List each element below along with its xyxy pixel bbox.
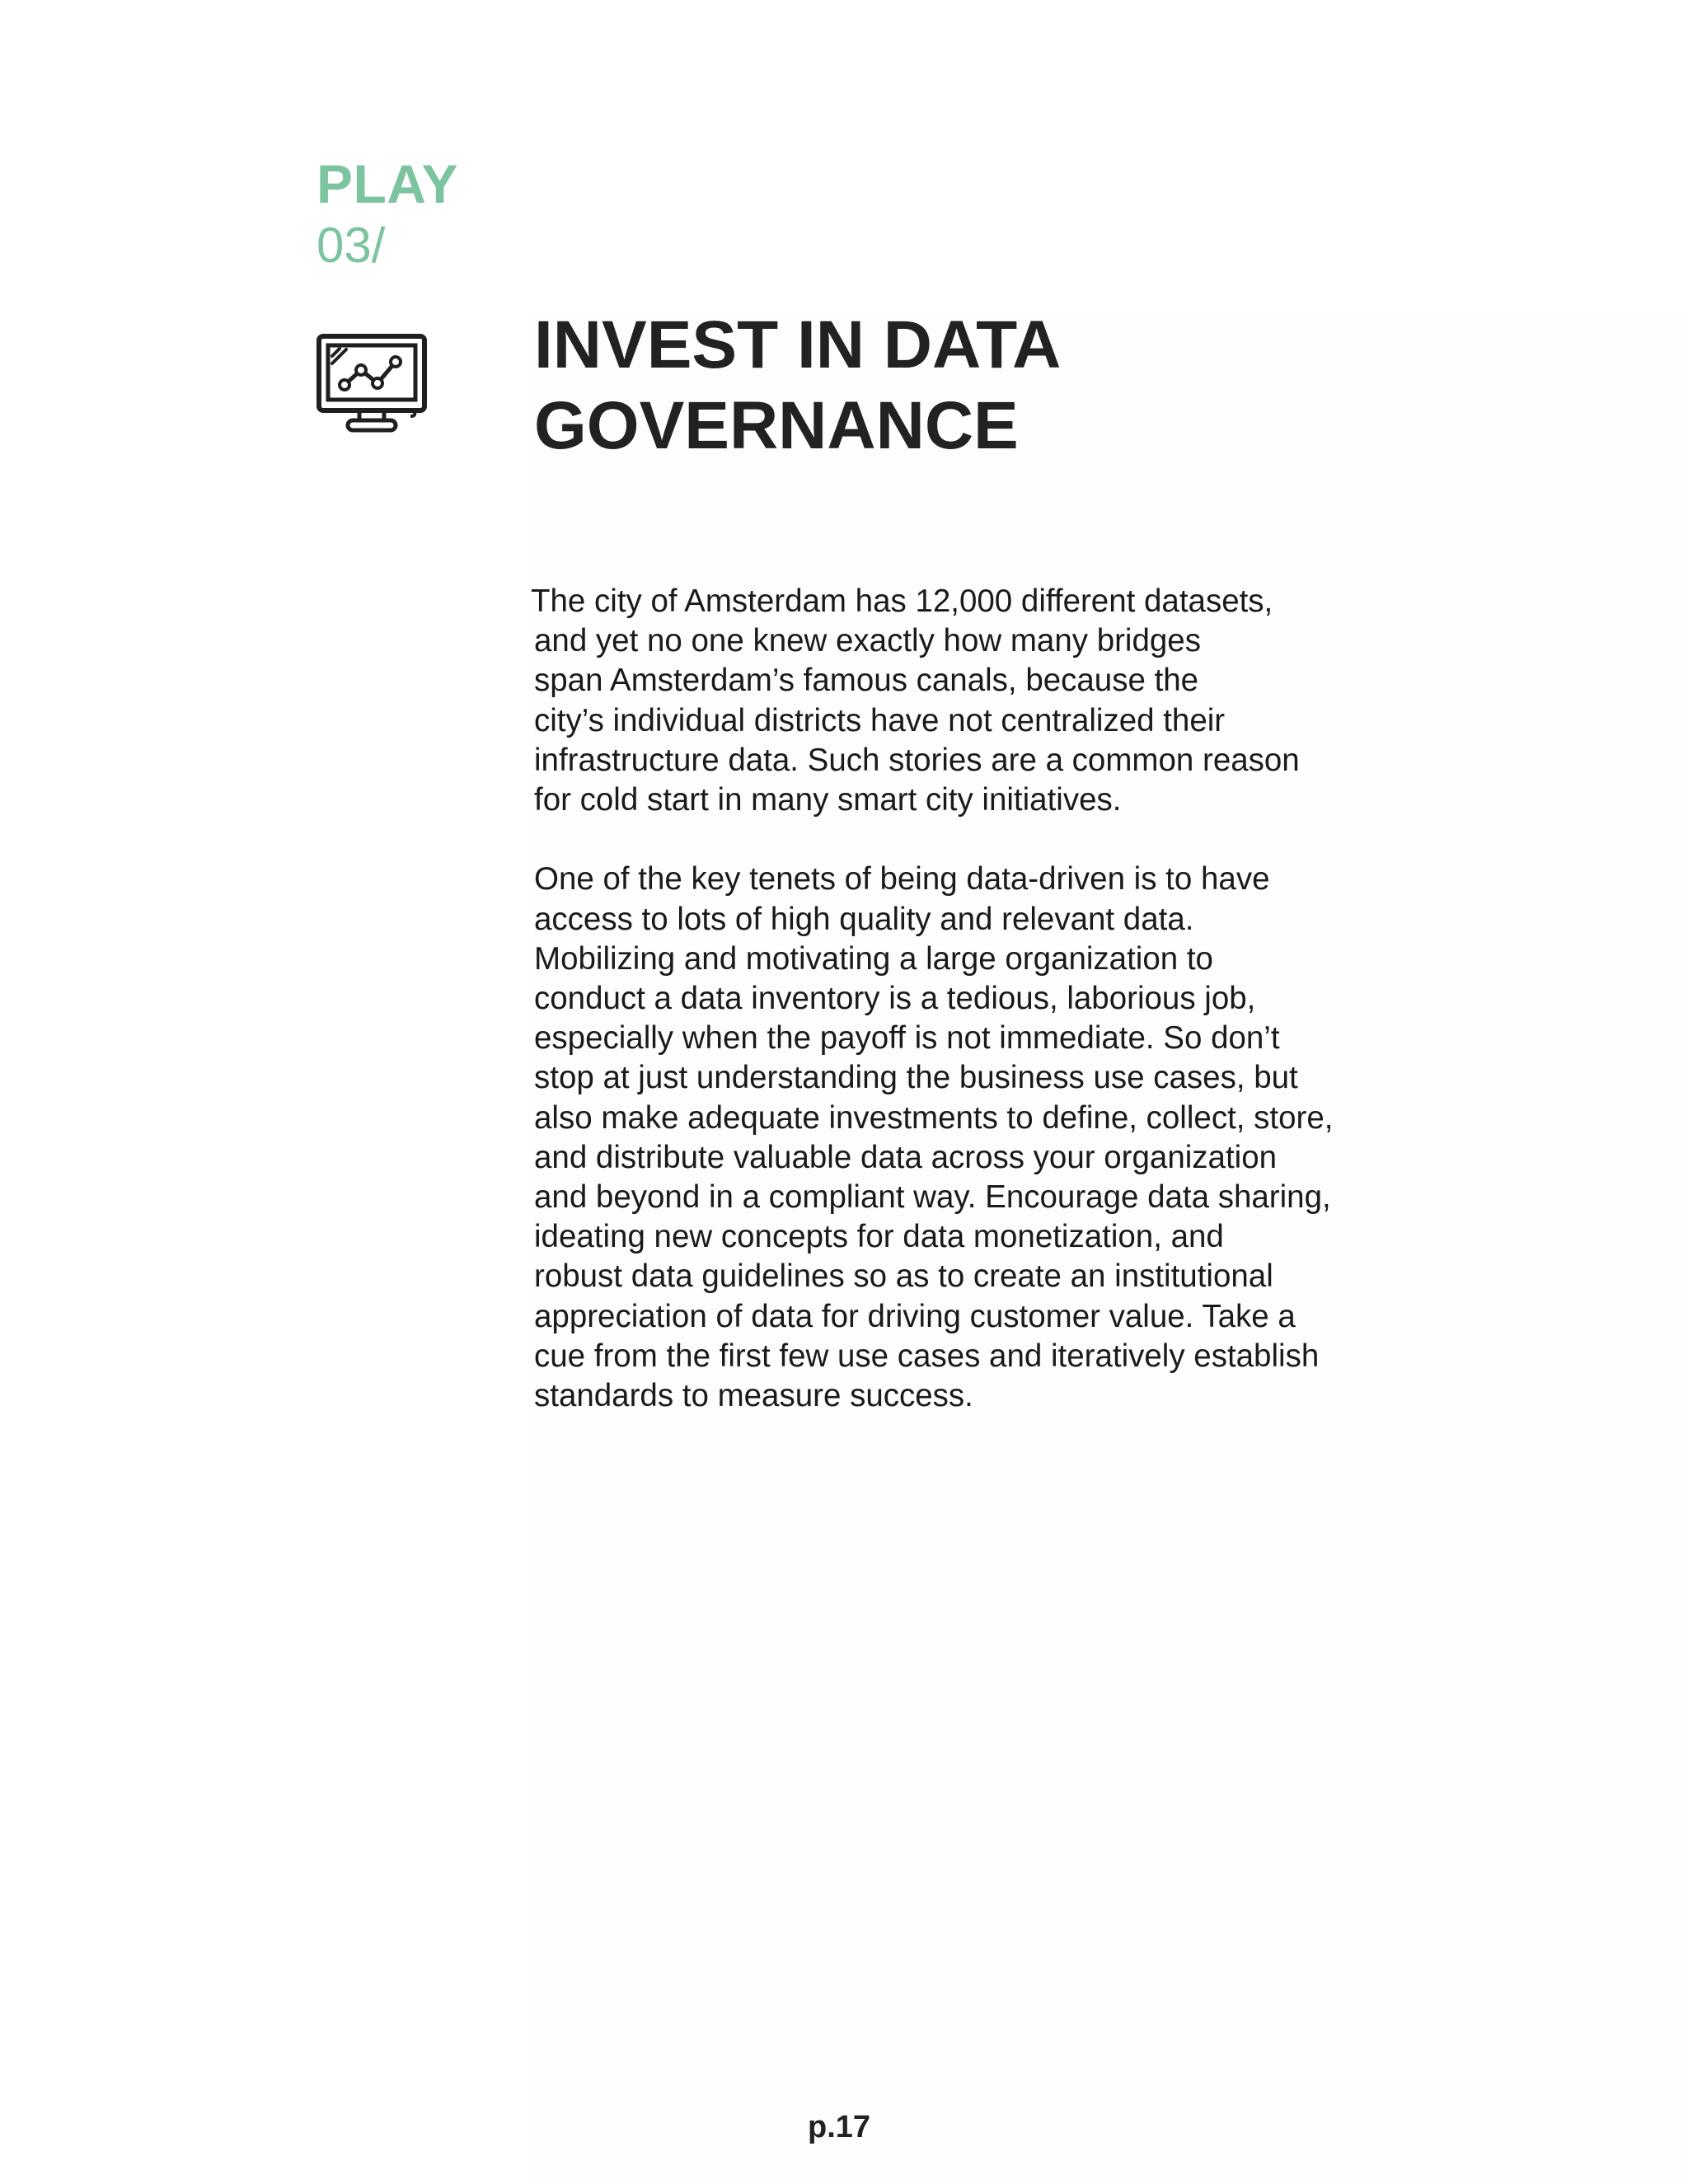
- paragraph-2-line: stop at just understanding the business use cases, but: [534, 1060, 1298, 1096]
- paragraph-2-line: appreciation of data for driving customer value. Take a: [534, 1298, 1296, 1334]
- paragraph-2-line: ideating new concepts for data monetization, and: [534, 1219, 1224, 1255]
- paragraph-2-line: cue from the first few use cases and iteratively establish: [534, 1338, 1320, 1374]
- paragraph-2-line: especially when the payoff is not immediate. So don’t: [534, 1020, 1280, 1057]
- section-title: [534, 305, 1358, 466]
- paragraph-1-line: city’s individual districts have not centralized their: [534, 702, 1226, 738]
- body-text: [531, 582, 1404, 1416]
- paragraph-1-line: and yet no one knew exactly how many bridges: [534, 623, 1201, 659]
- page-number: p.17: [808, 2110, 871, 2144]
- paragraph-2-line: and distribute valuable data across your organization: [534, 1139, 1278, 1175]
- title-line: GOVERNANCE: [534, 388, 1019, 463]
- monitor-line-chart-icon: [316, 334, 429, 434]
- paragraph-1-line: span Amsterdam’s famous canals, because the: [534, 663, 1199, 699]
- paragraph-2-line: standards to measure success.: [534, 1378, 973, 1414]
- paragraph-2-line: also make adequate investments to define, collect, store,: [534, 1099, 1334, 1136]
- paragraph-gap: [531, 820, 1404, 860]
- paragraph-1-line: infrastructure data. Such stories are a common reason: [534, 742, 1300, 778]
- paragraph-1-line: The city of Amsterdam has 12,000 different datasets,: [531, 583, 1273, 619]
- paragraph-2-line: and beyond in a compliant way. Encourage data sharing,: [534, 1179, 1331, 1216]
- paragraph-2-line: access to lots of high quality and relevant data.: [534, 901, 1194, 937]
- paragraph-1-line: for cold start in many smart city initiatives.: [534, 782, 1122, 818]
- paragraph-2-line: robust data guidelines so as to create an institutional: [534, 1258, 1273, 1295]
- paragraph-2-line: Mobilizing and motivating a large organization to: [534, 940, 1213, 977]
- paragraph-2-line: One of the key tenets of being data-driven is to have: [534, 861, 1270, 898]
- title-line: INVEST IN DATA: [534, 307, 1062, 382]
- play-label: PLAY: [316, 153, 458, 214]
- paragraph-2-line: conduct a data inventory is a tedious, laborious job,: [534, 981, 1256, 1017]
- play-number: 03/: [316, 218, 386, 273]
